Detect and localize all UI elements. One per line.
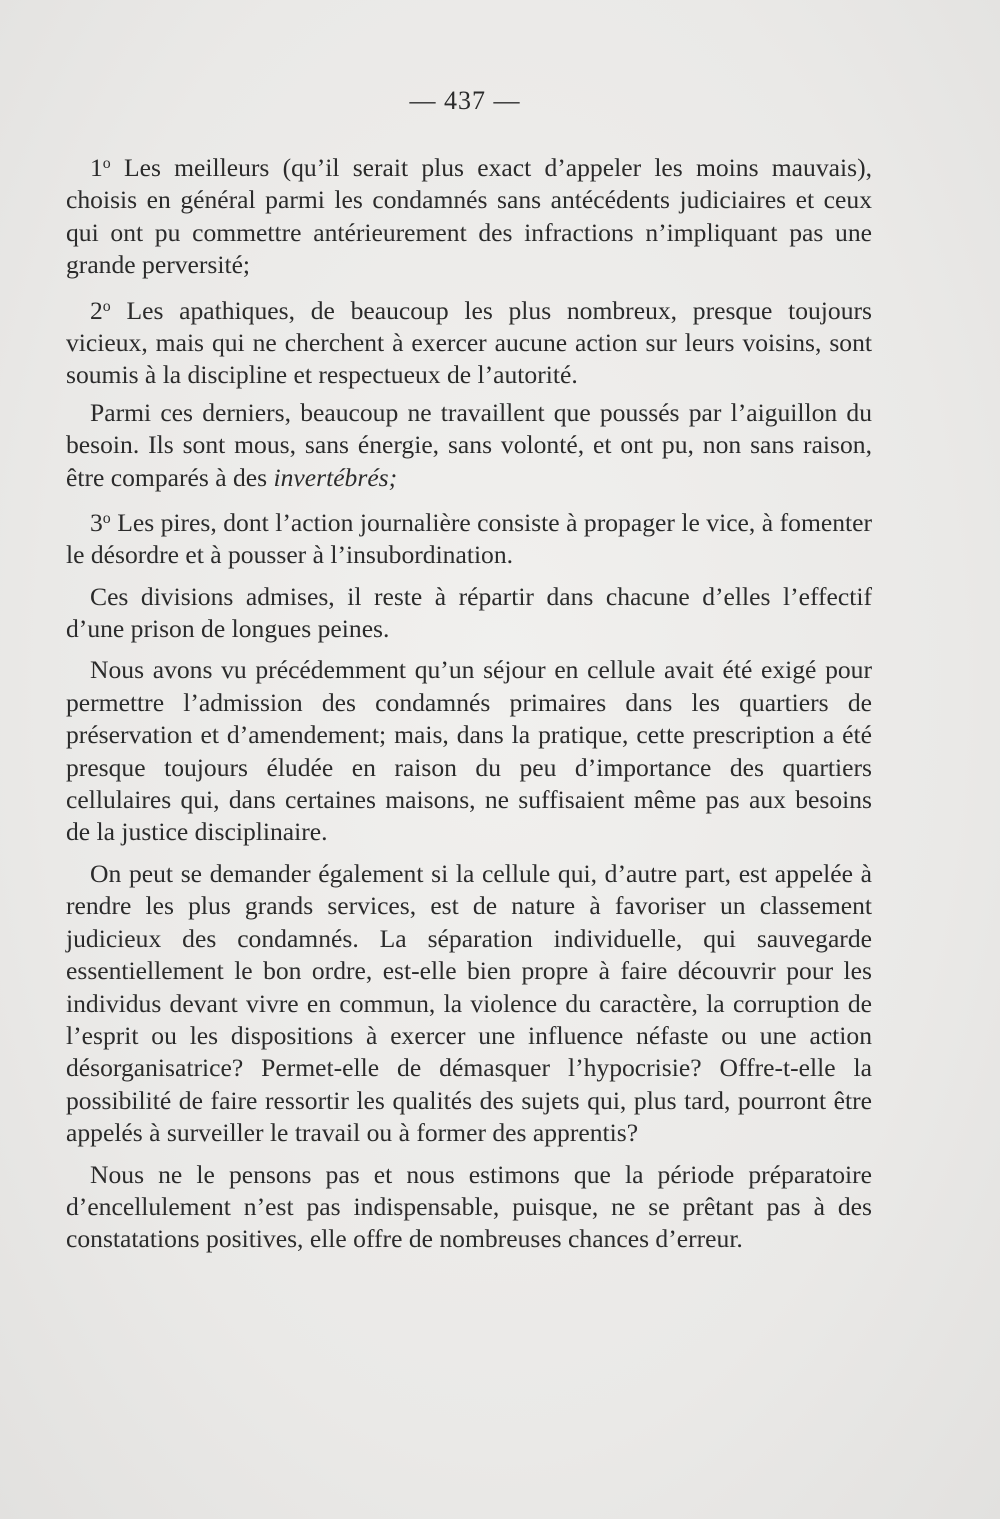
ordinal-sup: o xyxy=(102,509,111,527)
ordinal-sup: o xyxy=(102,155,111,172)
paragraph-7 xyxy=(66,858,872,1150)
paragraph-text: Les apathiques, de beaucoup les plus nombreux, presque toujours vicieux, mais qui ne cherchent à exercer aucune action sur leurs voisins, sont soumis à la discipline et respectueux de l’autorité. xyxy=(66,295,872,390)
paragraph-3 xyxy=(66,397,872,494)
list-number: 1 xyxy=(90,152,103,182)
paragraph-text: Les meilleurs (qu’il serait plus exact d’appeler les moins mauvais), choisis en général parmi les condamnés sans antécédents judiciaires et ceux qui ont pu commettre antérieurement des infractions n’impliquant pas une grande perversité; xyxy=(66,152,872,280)
ordinal-sup: o xyxy=(102,297,111,315)
paragraph-text: Nous avons vu précédemment qu’un séjour en cellule avait été exigé pour permettre l’admission des condamnés primaires dans les quartiers de préservation et d’amendement; mais, dans la pratique, cette prescription a été presque toujours éludée en raison du peu d’importance des quartiers cellulaires qui, dans certaines maisons, ne suffisaient même pas aux besoins de la justice disciplinaire. xyxy=(66,655,872,847)
paragraph-1 xyxy=(66,148,872,282)
paragraph-5 xyxy=(66,581,872,646)
paragraph-text: Nous ne le pensons pas et nous estimons que la période préparatoire d’encellulement n’est pas indispensable, puisque, ne se prêtant pas à des constatations positives, elle offre de nombreuses chances d’erreur. xyxy=(66,1159,872,1254)
paragraph-text: On peut se demander également si la cellule qui, d’autre part, est appelée à rendre les plus grands services, est de nature à favoriser un classement judicieux des condamnés. La séparation individuelle, qui sauvegarde essentiellement le bon ordre, est-elle bien propre à faire découvrir pour les individus devant vivre en commun, la violence du caractère, la corruption de l’esprit ou les dispositions à exercer une influence néfaste ou une action désorganisatrice? Permet-elle de démasquer l’hypocrisie? Offre-t-elle la possibilité de faire ressortir les qualités des sujets qui, plus tard, pourront être appelés à surveiller le travail ou à former des apprentis? xyxy=(66,858,872,1148)
italic-term: invertébrés; xyxy=(273,462,398,492)
page-number: — 437 — xyxy=(409,86,521,115)
paragraph-4 xyxy=(66,503,872,572)
paragraph-text: Les pires, dont l’action journalière consiste à propager le vice, à fomenter le désordre et à pousser à l’insubordination. xyxy=(66,507,872,570)
paragraph-6 xyxy=(66,654,872,848)
list-number: 2 xyxy=(90,295,103,325)
paragraph-8 xyxy=(66,1159,872,1256)
body-text xyxy=(66,148,872,1265)
list-number: 3 xyxy=(90,507,103,537)
paragraph-2 xyxy=(66,291,872,392)
paragraph-text: Parmi ces derniers, beaucoup ne travaillent que poussés par l’aiguillon du besoin. Ils sont mous, sans énergie, sans volonté, et ont pu, non sans raison, être comparés à des xyxy=(66,397,872,492)
paragraph-text: Ces divisions admises, il reste à répartir dans chacune d’elles l’effectif d’une prison de longues peines. xyxy=(66,581,872,644)
